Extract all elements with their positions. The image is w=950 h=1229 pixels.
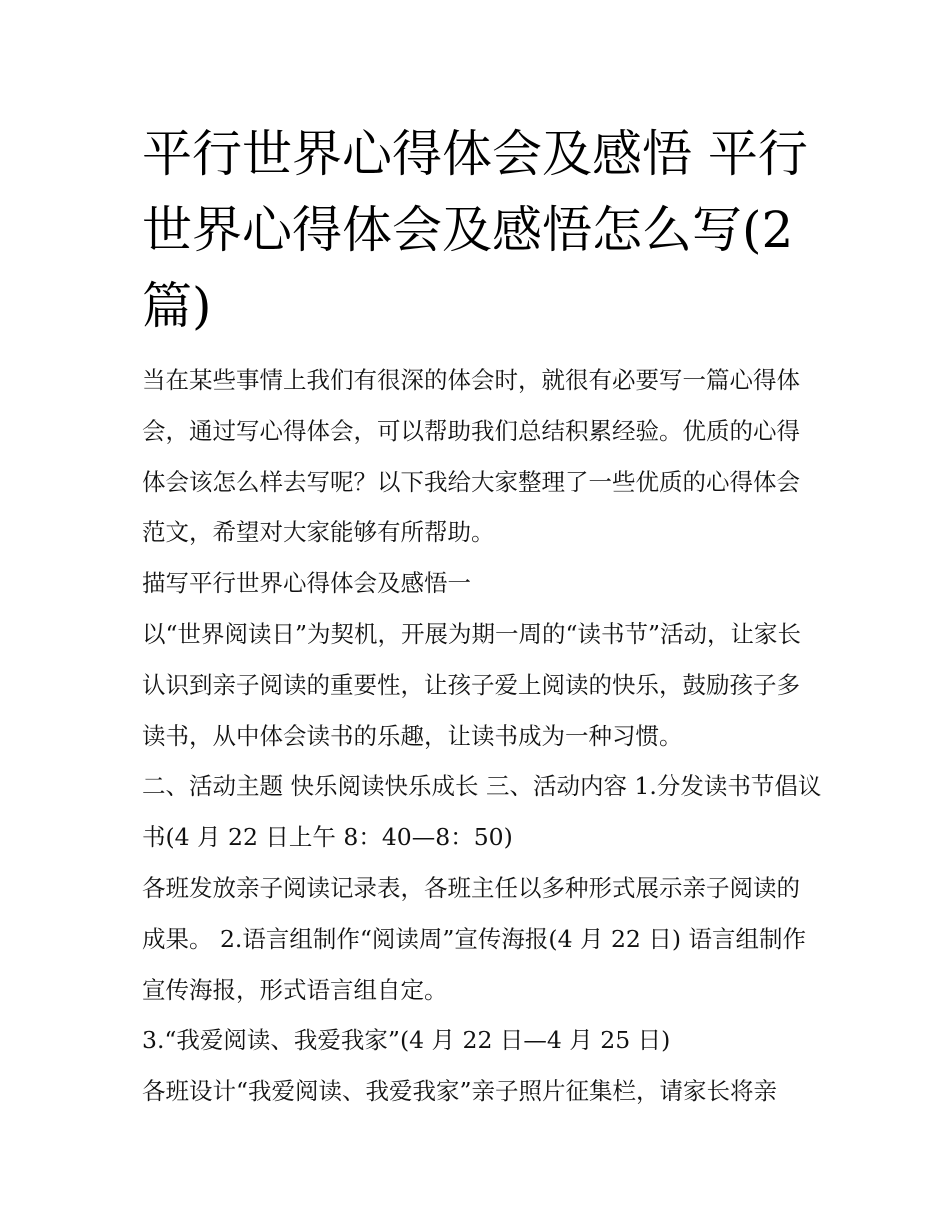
section-heading: 描写平行世界心得体会及感悟一 bbox=[142, 569, 471, 598]
document-title: 平行世界心得体会及感悟 平行世界心得体会及感悟怎么写(2篇) bbox=[142, 125, 808, 335]
document-body bbox=[142, 355, 822, 1117]
paragraph-item-3: 3.“我爱阅读、我爱我家”(4 月 22 日—4 月 25 日) bbox=[142, 1026, 671, 1055]
paragraph-photo-collection: 各班设计“我爱阅读、我爱我家”亲子照片征集栏，请家长将亲 bbox=[142, 1077, 778, 1106]
paragraph-intro: 当在某些事情上我们有很深的体会时，就很有必要写一篇心得体会，通过写心得体会，可以帮助我们总结积累经验。优质的心得体会该怎么样去写呢？以下我给大家整理了一些优质的心得体会范文，希望对大家能够有所帮助。 bbox=[142, 366, 800, 547]
paragraph-activity-theme: 二、活动主题 快乐阅读快乐成长 三、活动内容 1.分发读书节倡议书(4 月 22 日上午 8：40—8：50) bbox=[142, 772, 822, 852]
paragraph-background: 以“世界阅读日”为契机，开展为期一周的“读书节”活动，让家长认识到亲子阅读的重要性，让孩子爱上阅读的快乐，鼓励孩子多读书，从中体会读书的乐趣，让读书成为一种习惯。 bbox=[142, 619, 802, 750]
paragraph-reading-record: 各班发放亲子阅读记录表，各班主任以多种形式展示亲子阅读的成果。 2.语言组制作“阅读周”宣传海报(4 月 22 日) 语言组制作宣传海报，形式语言组自定。 bbox=[142, 873, 806, 1004]
